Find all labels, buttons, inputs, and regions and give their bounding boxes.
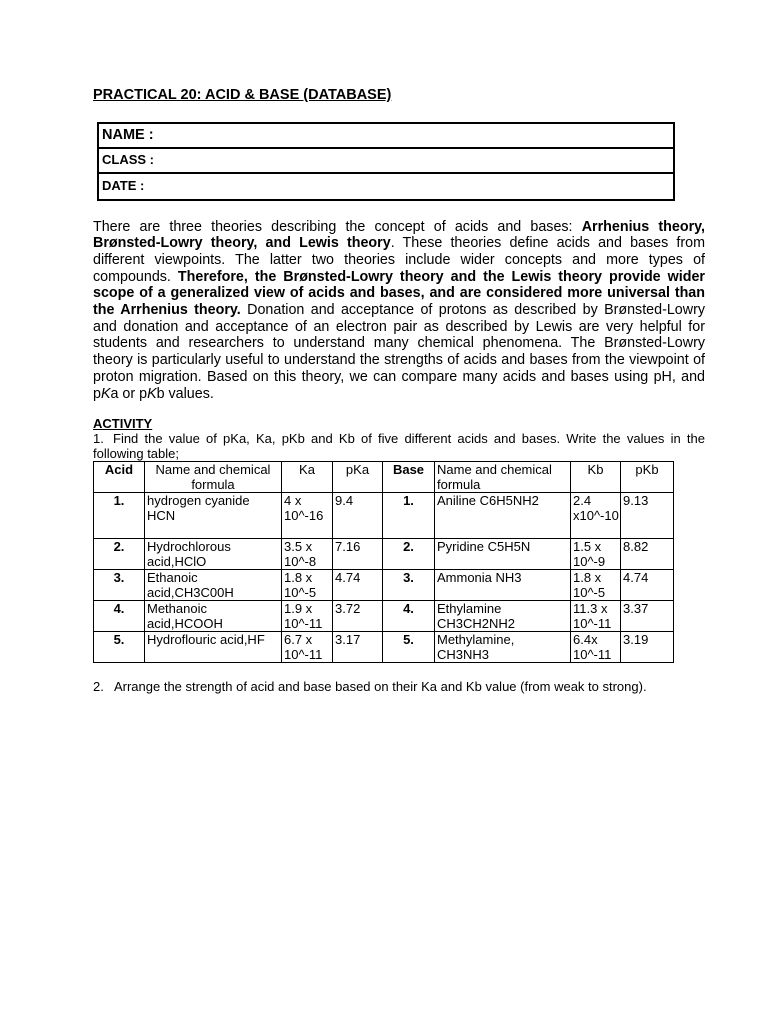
acid-name[interactable]: hydrogen cyanide HCN <box>145 493 282 539</box>
base-name[interactable]: Ammonia NH3 <box>435 570 571 601</box>
pka-value[interactable]: 9.4 <box>333 493 383 539</box>
document-page <box>93 87 705 695</box>
table-row <box>94 632 674 663</box>
intro-text-2: . These theories define acids and bases from different viewpoints. The latter two theories include wider concepts and more types of compounds. <box>93 235 706 285</box>
kb-value[interactable]: 1.8 x 10^-5 <box>571 570 621 601</box>
page-title: PRACTICAL 20: ACID & BASE (DATABASE) <box>93 87 392 103</box>
intro-text-3: Donation and acceptance of protons as described by Brønsted-Lowry and donation and acceptance of an electron pair as described by Lewis are very helpful for students and researchers to understand many chemical phenomena. The Brønsted-Lowry theory is particularly useful to understand the strengths of acids and bases from the viewpoint of proton migration. Based on this theory, we can compare many acids and bases using pH, and p <box>93 302 705 402</box>
name-field[interactable]: NAME : <box>99 124 673 149</box>
header-acid-name: Name and chemical formula <box>145 462 282 493</box>
intro-text-4: a or p <box>110 385 148 402</box>
acid-name[interactable]: Ethanoic acid,CH3C00H <box>145 570 282 601</box>
date-field[interactable]: DATE : <box>102 177 145 193</box>
base-number: 4. <box>383 601 435 632</box>
intro-paragraph <box>93 219 705 403</box>
table-row <box>94 601 674 632</box>
base-number: 3. <box>383 570 435 601</box>
table-header-row <box>94 462 674 493</box>
ka-value[interactable]: 1.8 x 10^-5 <box>282 570 333 601</box>
base-number: 1. <box>383 493 435 539</box>
ka-value[interactable]: 1.9 x 10^-11 <box>282 601 333 632</box>
pkb-value[interactable]: 9.13 <box>621 493 674 539</box>
header-pka: pKa <box>333 462 383 493</box>
question-1 <box>93 431 705 461</box>
intro-text-5: b values. <box>156 385 214 402</box>
question-2-text: Arrange the strength of acid and base based on their Ka and Kb value (from weak to strong). <box>113 679 647 695</box>
intro-bold-2: Therefore, the Brønsted-Lowry theory and the Lewis theory provide wider scope of a generalized view of acids and bases, and are considered more universal than the Arrhenius theory. <box>93 268 705 319</box>
table-row <box>94 493 674 539</box>
base-number: 2. <box>383 539 435 570</box>
acid-number: 5. <box>94 632 145 663</box>
ka-value[interactable]: 4 x 10^-16 <box>282 493 333 539</box>
question-2 <box>93 679 705 695</box>
acid-name[interactable]: Hydrochlorous acid,HClO <box>145 539 282 570</box>
table-row <box>94 570 674 601</box>
pka-value[interactable]: 3.17 <box>333 632 383 663</box>
pkb-value[interactable]: 8.82 <box>621 539 674 570</box>
header-base-name: Name and chemical formula <box>435 462 571 493</box>
intro-text-1: There are three theories describing the concept of acids and bases: <box>93 218 582 235</box>
header-kb: Kb <box>571 462 621 493</box>
question-2-number: 2. <box>93 679 104 695</box>
intro-bold-1: Arrhenius theory, Brønsted-Lowry theory, and Lewis theory <box>93 218 706 252</box>
acid-number: 4. <box>94 601 145 632</box>
base-name[interactable]: Pyridine C5H5N <box>435 539 571 570</box>
acid-number: 3. <box>94 570 145 601</box>
header-base: Base <box>383 462 435 493</box>
intro-italic-2: K <box>147 385 157 402</box>
pka-value[interactable]: 4.74 <box>333 570 383 601</box>
pkb-value[interactable]: 4.74 <box>621 570 674 601</box>
student-info-box <box>97 122 675 201</box>
acid-base-table <box>93 461 674 663</box>
ka-value[interactable]: 3.5 x 10^-8 <box>282 539 333 570</box>
acid-number: 2. <box>94 539 145 570</box>
acid-name[interactable]: Hydroflouric acid,HF <box>145 632 282 663</box>
pkb-value[interactable]: 3.37 <box>621 601 674 632</box>
question-1-number: 1. <box>93 431 104 447</box>
acid-number: 1. <box>94 493 145 539</box>
base-name[interactable]: Ethylamine CH3CH2NH2 <box>435 601 571 632</box>
header-pkb: pKb <box>621 462 674 493</box>
activity-heading: ACTIVITY <box>93 416 153 432</box>
intro-italic-1: K <box>100 385 111 402</box>
kb-value[interactable]: 1.5 x 10^-9 <box>571 539 621 570</box>
base-number: 5. <box>383 632 435 663</box>
class-field[interactable]: CLASS : <box>99 149 673 174</box>
ka-value[interactable]: 6.7 x 10^-11 <box>282 632 333 663</box>
pka-value[interactable]: 3.72 <box>333 601 383 632</box>
header-acid: Acid <box>94 462 145 493</box>
base-name[interactable]: Methylamine, CH3NH3 <box>435 632 571 663</box>
kb-value[interactable]: 2.4 x10^-10 <box>571 493 621 539</box>
pka-value[interactable]: 7.16 <box>333 539 383 570</box>
table-row <box>94 539 674 570</box>
acid-name[interactable]: Methanoic acid,HCOOH <box>145 601 282 632</box>
base-name[interactable]: Aniline C6H5NH2 <box>435 493 571 539</box>
question-1-text: Find the value of pKa, Ka, pKb and Kb of five different acids and bases. Write the values in the following table; <box>93 431 705 462</box>
header-ka: Ka <box>282 462 333 493</box>
pkb-value[interactable]: 3.19 <box>621 632 674 663</box>
kb-value[interactable]: 6.4x 10^-11 <box>571 632 621 663</box>
kb-value[interactable]: 11.3 x 10^-11 <box>571 601 621 632</box>
